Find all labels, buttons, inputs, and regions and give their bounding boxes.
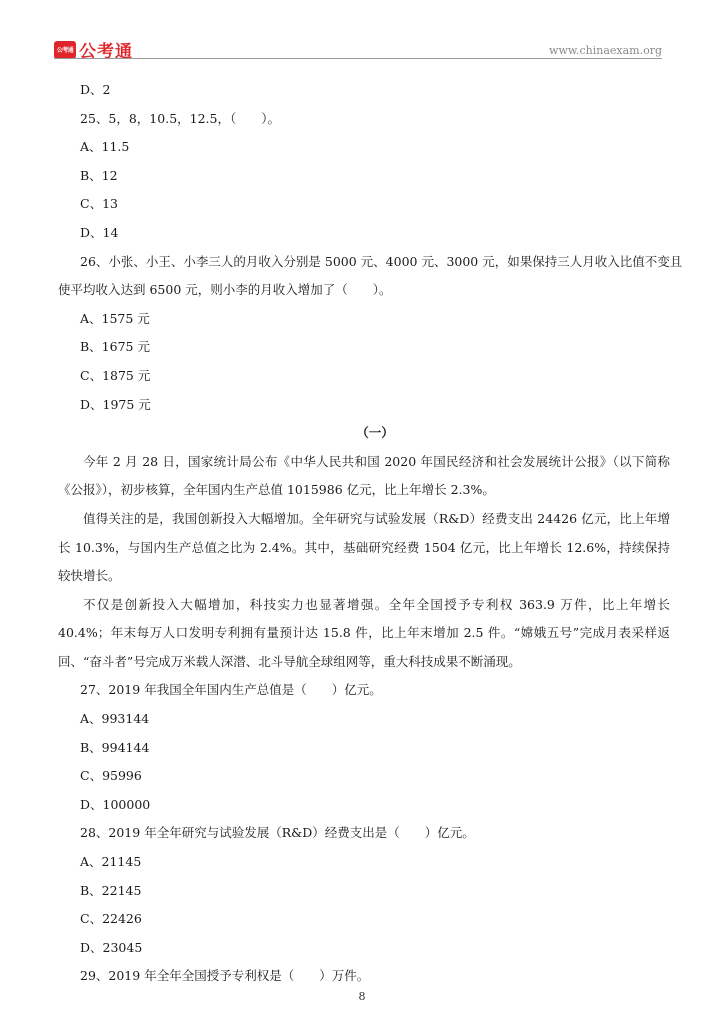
page-header <box>0 0 724 62</box>
q24-option-d: D、2 <box>80 82 111 97</box>
q27-option-d: D、100000 <box>80 796 151 812</box>
passage-paragraph-3: 不仅是创新投入大幅增加，科技实力也显著增强。全年全国授予专利权 363.9 万件，比上年增长 40.4%；年末每万人口发明专利拥有量预计达 15.8 件，比上年末增加 2.5 件。“嫦娥五号”完成月表采样返回、“奋斗者”号完成万米载人深潜、北斗导航全球组网等，重大科技成果不断涌现。 <box>58 596 670 669</box>
q26-option-b: B、1675 元 <box>80 339 150 355</box>
q29-stem: 29、2019 年全年全国授予专利权是（ ）万件。 <box>80 968 370 984</box>
q26-option-c: C、1875 元 <box>80 367 151 383</box>
q26-stem-line-2: 使平均收入达到 6500 元，则小李的月收入增加了（ ）。 <box>58 282 392 298</box>
q28-option-d: D、23045 <box>80 939 143 955</box>
q26-option-d: D、1975 元 <box>80 396 151 412</box>
logo-text: 公考通 <box>79 42 133 62</box>
header-divider <box>54 58 662 59</box>
q27-option-b: B、994144 <box>80 739 150 755</box>
q26-option-a: A、1575 元 <box>80 310 150 326</box>
passage-paragraph-1: 今年 2 月 28 日，国家统计局公布《中华人民共和国 2020 年国民经济和社会发展统计公报》（以下简称《公报》），初步核算，全年国内生产总值 1015986 亿元，比上年增长 2.3%。 <box>58 453 670 498</box>
site-url-link[interactable]: www.chinaexam.org <box>549 44 662 57</box>
q25-option-d: D、14 <box>80 224 119 240</box>
q25-stem: 25、5，8，10.5，12.5，（ ）。 <box>80 110 280 126</box>
q28-option-b: B、22145 <box>80 882 142 898</box>
page-number: 8 <box>358 990 366 1003</box>
q27-stem: 27、2019 年我国全年国内生产总值是（ ）亿元。 <box>80 682 382 698</box>
q27-option-c: C、95996 <box>80 768 142 784</box>
q25-option-a: A、11.5 <box>80 139 130 155</box>
q25-option-b: B、12 <box>80 167 118 183</box>
document-body <box>58 76 683 991</box>
section-title: （一） <box>356 425 394 441</box>
q27-option-a: A、993144 <box>80 711 150 727</box>
logo-badge-icon: 公考通 <box>54 41 76 59</box>
q26-stem-line-1: 26、小张、小王、小李三人的月收入分别是 5000 元、4000 元、3000 元，如果保持三人月收入比值不变且 <box>80 253 683 269</box>
q25-option-c: C、13 <box>80 196 118 212</box>
passage-paragraph-2: 值得关注的是，我国创新投入大幅增加。全年研究与试验发展（R&D）经费支出 24426 亿元，比上年增长 10.3%，与国内生产总值之比为 2.4%。其中，基础研究经费 1504 亿元，比上年增长 12.6%，持续保持较快增长。 <box>58 510 670 584</box>
q28-stem: 28、2019 年全年研究与试验发展（R&D）经费支出是（ ）亿元。 <box>80 825 475 841</box>
q28-option-a: A、21145 <box>80 854 142 870</box>
q28-option-c: C、22426 <box>80 911 142 927</box>
